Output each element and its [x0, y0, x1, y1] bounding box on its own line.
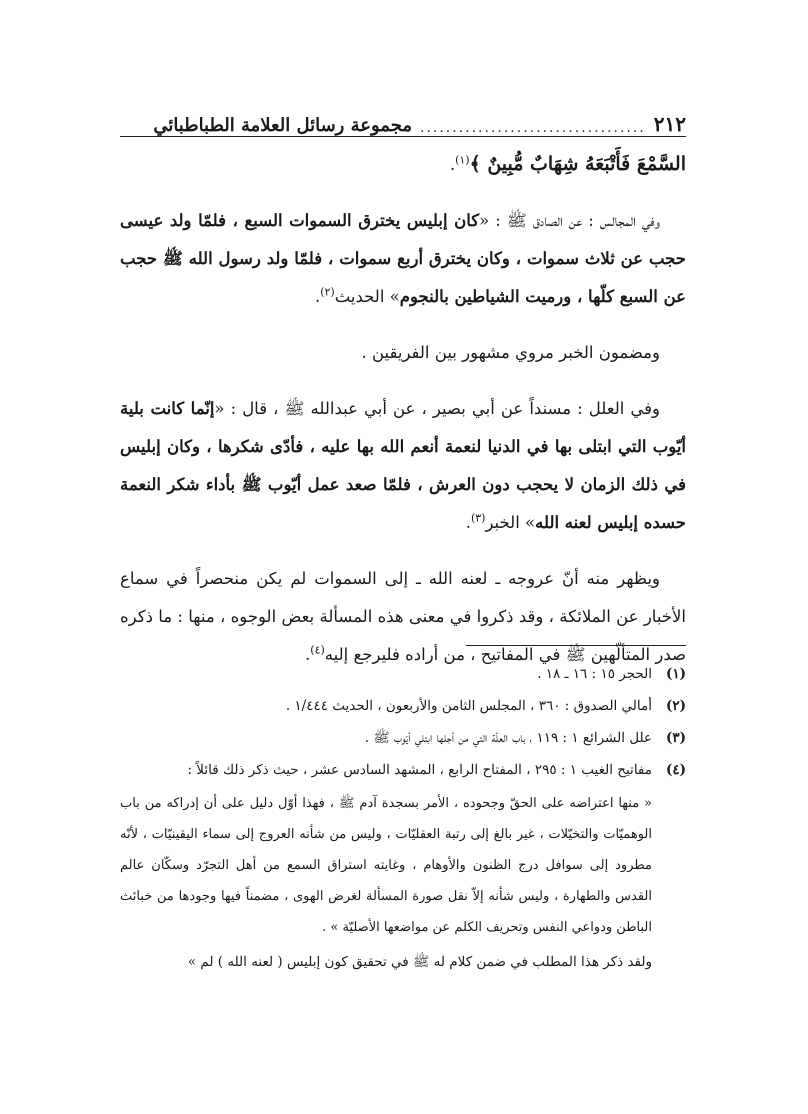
footnotes [120, 660, 686, 977]
footnote-3 [120, 724, 686, 752]
collection-title: مجموعة رسائل العلامة الطباطبائي [153, 115, 412, 136]
footnote-4-continuation: ولقد ذكر هذا المطلب في ضمن كلام له ﷺ في تحقيق كون إبليس ( لعنه الله ) لم » [187, 954, 652, 970]
majalis-intro: وفي المجالس : عن الصادق ﷺ : « [479, 211, 660, 230]
footnote-4 [120, 756, 686, 784]
main-text [120, 145, 686, 692]
paragraph-conclusion: ويظهر منه أنّ عروجه ـ لعنه الله ـ إلى السموات لم يكن منحصراً في سماع الأخبار عن الملائكة ، وقد ذكروا في معنى هذه المسألة بعض الوجوه ، منها : ما ذكره صدر المتألّهين ﷺ في المفاتيح ، من أراده فليرجع إليه$^{(٤)}$. [120, 569, 686, 664]
paragraph-content: ومضمون الخبر مروي مشهور بين الفريقين . [361, 343, 660, 362]
paragraph-verse: السَّمْعَ فَأَتْبَعَهُ شِهَابٌ مُّبِينٌ ﴾$^{(١)}$. [449, 153, 686, 175]
header-right [153, 112, 686, 136]
quran-verse: السَّمْعَ فَأَتْبَعَهُ شِهَابٌ مُّبِينٌ ﴾ [469, 153, 686, 175]
paragraph-majalis: وفي المجالس : عن الصادق ﷺ : «كان إبليس يخترق السموات السبع ، فلمّا ولد عيسى حجب عن ثلاث سموات ، وكان يخترق أربع سموات ، فلمّا ولد رسول الله ﷺ حجب عن السبع كلّها ، ورميت الشياطين بالنجوم» الحديث$^{(٢)}$. [120, 211, 686, 306]
footnote-number: (٢) [665, 698, 686, 714]
page-number: ٢١٢ [653, 112, 686, 136]
footnote-ref-4: (٤) [310, 643, 325, 657]
footnote-text: أمالي الصدوق : ٣٦٠ ، المجلس الثامن والأربعون ، الحديث ١/٤٤٤ . [285, 698, 652, 714]
ilal-intro: وفي العلل : مسنداً عن أبي بصير ، عن أبي عبدالله ﷺ ، قال : « [214, 399, 660, 418]
footnote-ref-2: (٢) [320, 285, 335, 299]
ilal-tail: » الخبر [485, 513, 536, 532]
footnote-separator [466, 645, 686, 646]
majalis-tail: » الحديث [334, 287, 400, 306]
footnote-number: (١) [665, 666, 686, 682]
footnote-text: علل الشرائع ١ : ١١٩ ، باب العلّة التي من أجلها ابتلي أيّوب ﷺ . [364, 730, 652, 746]
footnote-1 [120, 660, 686, 688]
footnote-4-quote: « منها اعتراضه على الحقّ وجحوده ، الأمر بسجدة آدم ﷺ ، فهذا أوّل دليل على أن إدراكه من باب الوهميّات والتخيّلات ، غير بالغ إلى رتبة العقليّات ، وليس من شأنه العروج إلى سماء اليقينيّات ، لأنّه مطرود إلى سوافل درج الظنون والأوهام ، وغايته استراق السمع من أهل التجرّد وسكّان عالم القدس والطهارة ، وليس شأنه إلاّ نقل صورة المسألة لغرض الهوى ، مضمناً فيها وجودها من خبائث الباطن ودواعي النفس وتحريف الكلم عن مواضعها الأصليّة » . [120, 796, 652, 935]
footnote-ref-1: (١) [455, 153, 470, 167]
footnote-2 [120, 692, 686, 720]
paragraph-ilal: وفي العلل : مسنداً عن أبي بصير ، عن أبي عبدالله ﷺ ، قال : «إنّما كانت بلية أيّوب التي ابتلى بها في الدنيا لنعمة أنعم الله بها عليه ، فأدّى شكرها ، وكان إبليس في ذلك الزمان لا يحجب دون العرش ، فلمّا صعد عمل أيّوب ﷺ بأداء شكر النعمة حسده إبليس لعنه الله» الخبر$^{(٣)}$. [120, 399, 686, 532]
header-dots: ................................... [420, 120, 646, 136]
conclusion-text: ويظهر منه أنّ عروجه ـ لعنه الله ـ إلى السموات لم يكن منحصراً في سماع الأخبار عن الملائكة ، وقد ذكروا في معنى هذه المسألة بعض الوجوه ، منها : ما ذكره صدر المتألّهين ﷺ في المفاتيح ، من أراده فليرجع إليه [120, 569, 686, 664]
footnote-ref-3: (٣) [470, 511, 486, 525]
majalis-quote: كان إبليس يخترق السموات السبع ، فلمّا ولد عيسى حجب عن ثلاث سموات ، وكان يخترق أربع سموات ، فلمّا ولد رسول الله ﷺ حجب عن السبع كلّها ، ورميت الشياطين بالنجوم [120, 211, 686, 306]
footnote-number: (٣) [665, 730, 686, 746]
footnote-number: (٤) [665, 762, 686, 778]
ilal-quote: إنّما كانت بلية أيّوب التي ابتلى بها في الدنيا لنعمة أنعم الله بها عليه ، فأدّى شكرها ، وكان إبليس في ذلك الزمان لا يحجب دون العرش ، فلمّا صعد عمل أيّوب ﷺ بأداء شكر النعمة حسده إبليس لعنه الله [120, 399, 686, 532]
footnote-text: مفاتيح الغيب ١ : ٢٩٥ ، المفتاح الرابع ، المشهد السادس عشر ، حيث ذكر ذلك قائلاً : [187, 762, 652, 778]
running-header [120, 100, 686, 137]
footnote-text: الحجر ١٥ : ١٦ ـ ١٨ . [537, 666, 652, 682]
